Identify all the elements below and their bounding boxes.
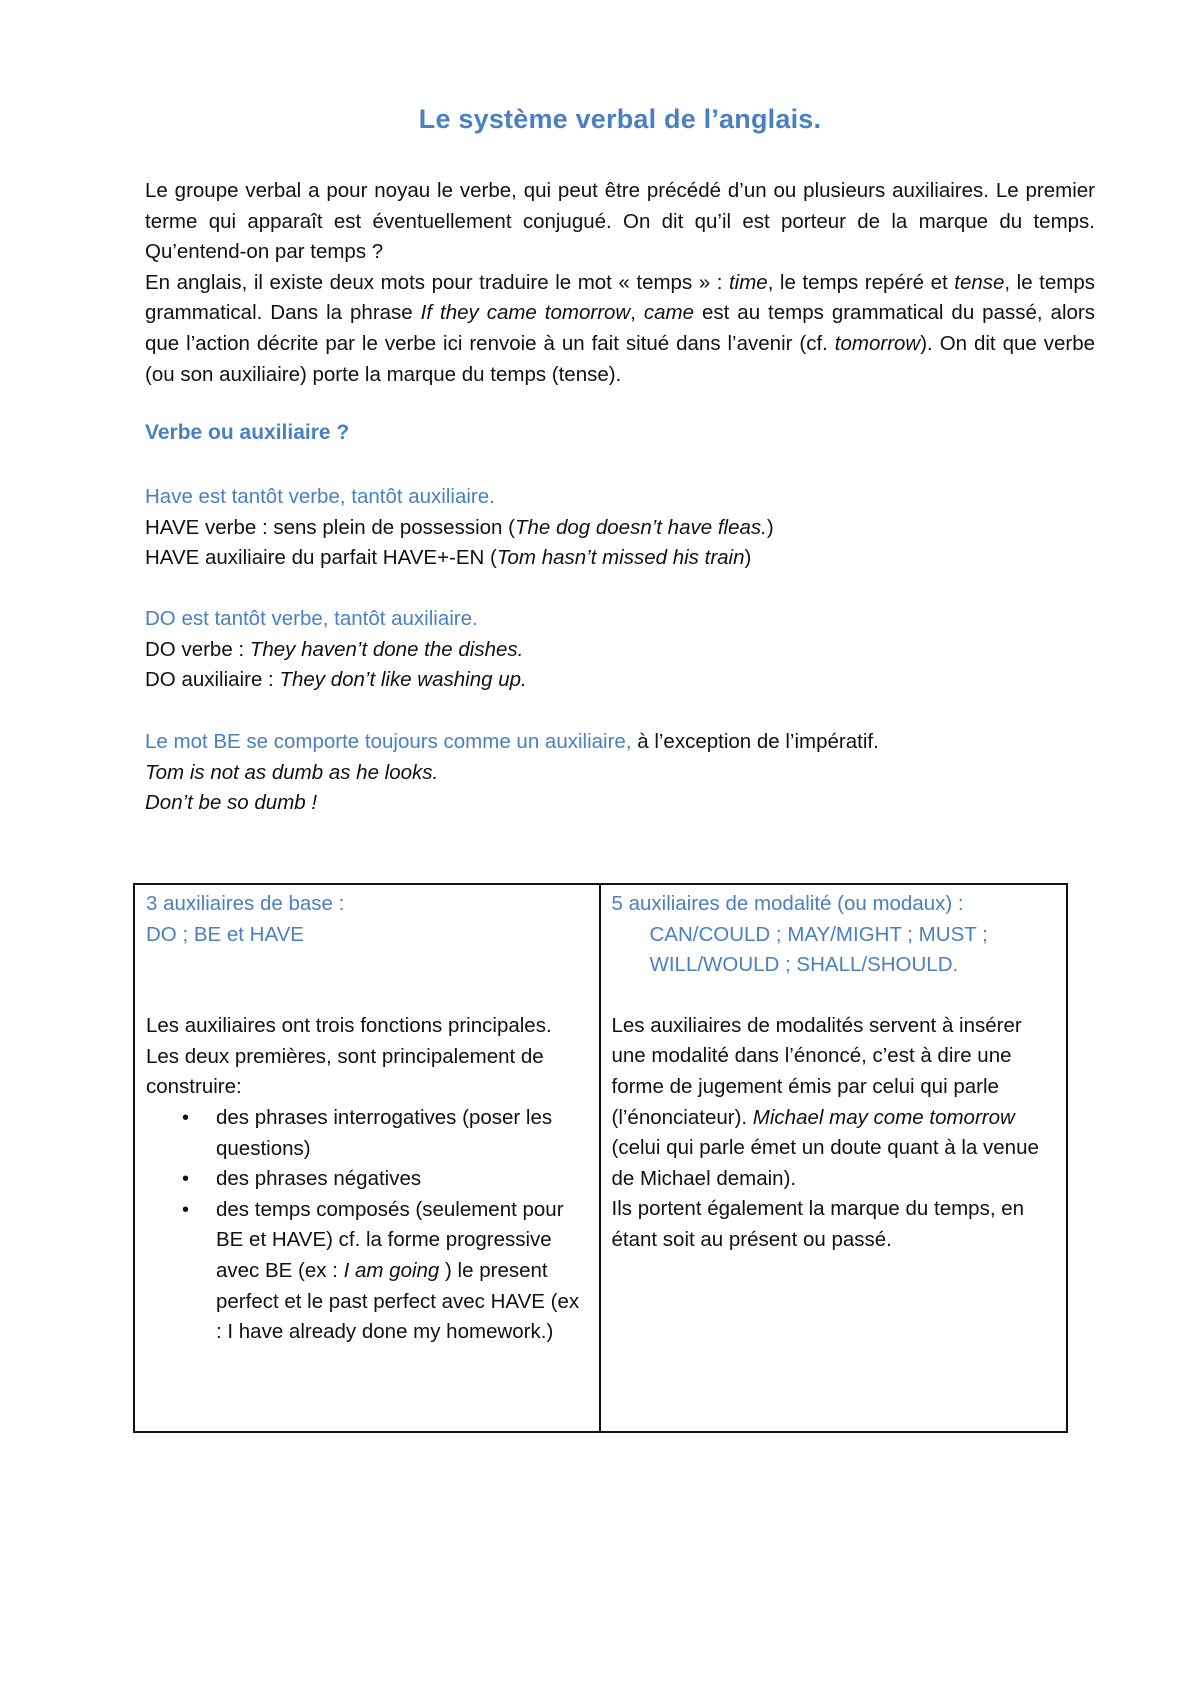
text-run: ). On dit que verbe (ou son auxiliaire) porte la marque du temps (tense). (145, 331, 1095, 386)
be-block (145, 727, 1095, 819)
italic-example: If they came tomorrow (420, 301, 631, 325)
italic-term: tense (954, 270, 1005, 294)
text-run: (celui qui parle émet un doute quant à la venue de Michael demain). (611, 1136, 1039, 1190)
base-aux-bullets (146, 1103, 587, 1348)
do-block (145, 604, 1095, 696)
modal-aux-list-1: CAN/COULD ; MAY/MIGHT ; MUST ; (649, 922, 988, 946)
modal-aux-body-2: Ils portent également la marque du temps, en étant soit au présent ou passé. (611, 1197, 1025, 1251)
modal-aux-body (612, 1011, 1055, 1195)
have-block (145, 482, 1095, 574)
text-run: DO verbe : (145, 637, 250, 661)
have-heading: Have est tantôt verbe, tantôt auxiliaire. (145, 485, 495, 508)
italic-example: Michael may come tomorrow (752, 1105, 1015, 1129)
text-run: , (630, 301, 644, 325)
italic-term: came (643, 301, 695, 325)
text-run: à l’exception de l’impératif. (631, 730, 879, 753)
base-aux-list: DO ; BE et HAVE (146, 922, 304, 946)
italic-example: The dog doesn’t have fleas. (514, 515, 767, 539)
text-run: ) (744, 546, 752, 570)
text-run: , le temps repéré et (767, 270, 955, 294)
text-run: est au temps grammatical du passé, alors que l’action décrite par le verbe ici renvoie à un fait situé dans l’avenir (cf. (145, 301, 1095, 355)
list-item: • des phrases interrogatives (poser les questions) (216, 1103, 587, 1164)
base-aux-body: Les auxiliaires ont trois fonctions principales. Les deux premières, sont principalement de construire: (146, 1014, 552, 1099)
auxiliaries-table (133, 883, 1068, 1433)
do-line-1 (145, 635, 1095, 666)
italic-example: Tom is not as dumb as he looks. (145, 760, 439, 784)
text-run: Les auxiliaires de modalités servent à insérer une modalité dans l’énoncé, c’est à dire une forme de jugement émis par celui qui parle (l’énonciateur). (611, 1013, 1022, 1129)
list-item: • des phrases négatives (216, 1164, 587, 1195)
intro-paragraph-1: Le groupe verbal a pour noyau le verbe, qui peut être précédé d’un ou plusieurs auxiliaires. Le premier terme qui apparaît est éventuellement conjugué. On dit qu’il est porteur de la marque du temps. Qu’entend-on par temps ? (145, 179, 1095, 264)
italic-term: tomorrow (834, 331, 921, 355)
be-example-2 (145, 788, 1095, 819)
do-heading: DO est tantôt verbe, tantôt auxiliaire. (145, 607, 478, 630)
page-title: Le système verbal de l’anglais. (418, 104, 822, 134)
table-cell-base-auxiliaries (135, 885, 601, 1431)
be-heading-line (145, 727, 1095, 758)
text-run: ) (766, 515, 774, 539)
text-run: des temps composés (seulement pour BE et HAVE) cf. la forme progressive avec BE (ex : (216, 1197, 564, 1282)
do-line-2 (145, 665, 1095, 696)
base-aux-heading: 3 auxiliaires de base : (146, 892, 345, 915)
italic-example: They haven’t done the dishes. (249, 637, 524, 661)
italic-example: I am going (343, 1258, 440, 1282)
intro-paragraph-2 (145, 268, 1095, 390)
italic-example: Don’t be so dumb ! (145, 791, 318, 815)
modal-aux-heading: 5 auxiliaires de modalité (ou modaux) : (611, 892, 964, 915)
table-cell-modal-auxiliaries (601, 885, 1067, 1431)
text-run: DO auxiliaire : (145, 668, 280, 692)
list-item (216, 1195, 587, 1348)
text-run: HAVE auxiliaire du parfait HAVE+-EN ( (145, 546, 497, 570)
have-line-2 (145, 543, 1095, 574)
italic-term: time (728, 270, 768, 294)
text-run: En anglais, il existe deux mots pour traduire le mot « temps » : (145, 270, 729, 294)
have-line-1 (145, 513, 1095, 544)
text-run: , le temps grammatical. Dans la phrase (145, 270, 1095, 325)
section-heading: Verbe ou auxiliaire ? (145, 421, 350, 444)
text-run: ) le present perfect et le past perfect avec HAVE (ex : I have already done my homework.) (216, 1258, 580, 1344)
italic-example: Tom hasn’t missed his train (496, 546, 745, 570)
be-example-1 (145, 758, 1095, 789)
intro-text (145, 176, 1095, 390)
be-heading: Le mot BE se comporte toujours comme un auxiliaire, (145, 730, 632, 753)
modal-aux-list-2: WILL/WOULD ; SHALL/SHOULD. (649, 953, 959, 977)
text-run: HAVE verbe : sens plein de possession ( (145, 515, 515, 539)
italic-example: They don’t like washing up. (279, 668, 527, 692)
